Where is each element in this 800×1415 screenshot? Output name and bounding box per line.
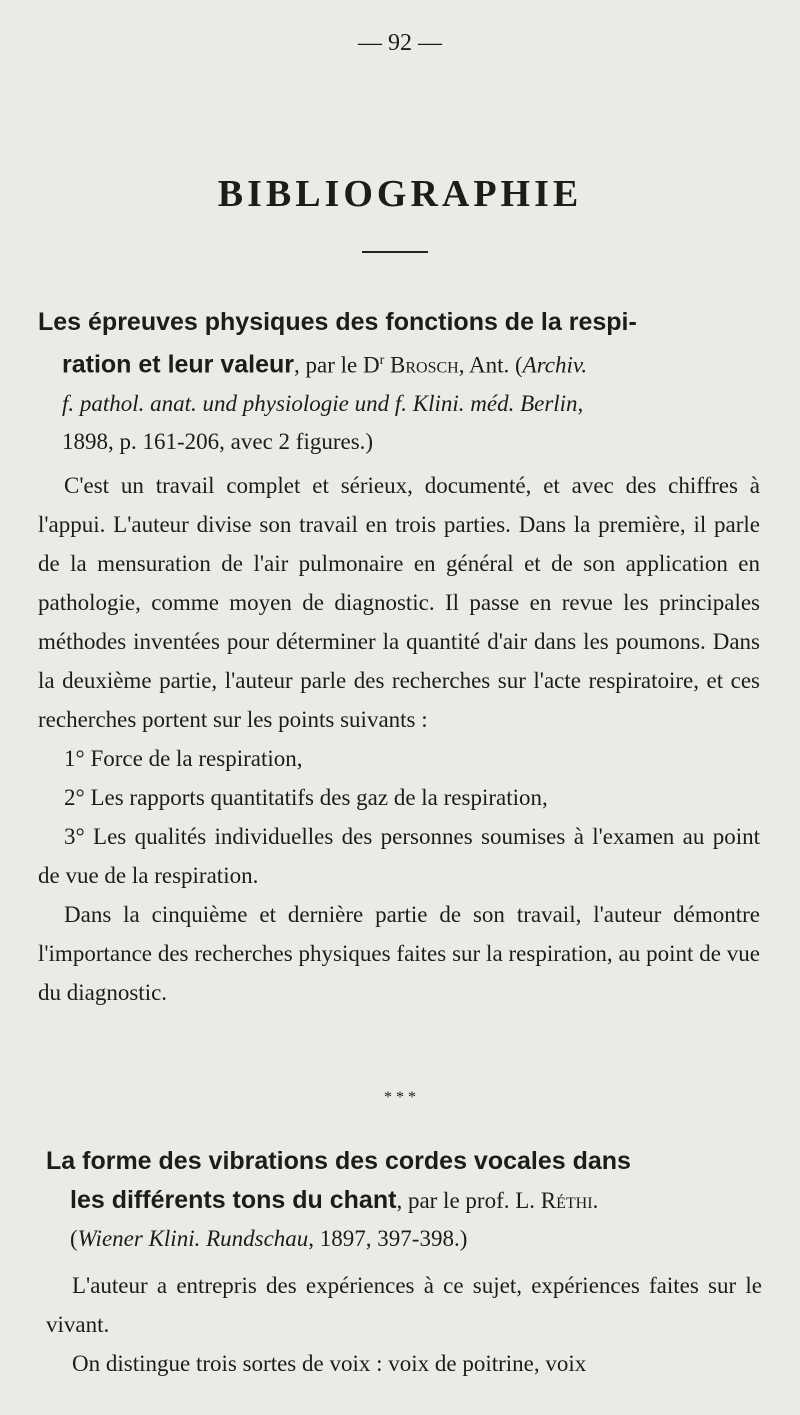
page-number: — 92 — [358,30,442,56]
entry-1-list-item-3: 3° Les qualités individuelles des personnes soumises à l'examen au point de vue de la respiration. [38,824,760,888]
entry-2-title-line-1: La forme des vibrations des cordes vocales dans [46,1147,631,1175]
entry-1-ref-open: ( [514,352,523,378]
entry-2-title [46,1142,772,1258]
entry-1-paragraph-1: C'est un travail complet et sérieux, documenté, et avec des chiffres à l'appui. L'auteur divise son travail en trois parties. Dans la première, il parle de la mensuration de l'air pulmonaire en général et de son application en pathologie, comme moyen de diagnostic. Il passe en revue les principales méthodes inventées pour déterminer la quantité d'air dans les poumons. Dans la deuxième partie, l'auteur parle des recherches sur l'acte respiratoire, et ces recherches portent sur les points suivants : [38,473,760,732]
entry-1-paragraph-2: Dans la cinquième et dernière partie de son travail, l'auteur démontre l'importance des recherches physiques faites sur la respiration, au point de vue du diagnostic. [38,902,760,1005]
entry-2-ref-open: ( [70,1226,78,1251]
entry-2-title-line-2: les différents tons du chant [70,1186,397,1214]
entry-2-ref-journal: Wiener Klini. Rundschau [77,1226,309,1251]
entry-1-list-item-2: 2° Les rapports quantitatifs des gaz de la respiration, [64,785,548,810]
entry-2-paragraph-2: On distingue trois sortes de voix : voix de poitrine, voix [72,1351,587,1376]
entry-1-ref-tail: 1898, p. 161-206, avec 2 figures.) [62,428,374,454]
entry-1-title-line-2: ration et leur valeur [62,350,295,379]
entry-2-author-rest: . [592,1188,599,1213]
section-separator: * * * [384,1089,416,1106]
entry-1-body [38,466,760,1012]
entry-2-paragraph-1: L'auteur a entrepris des expériences à ce sujet, expériences faites sur le vivant. [46,1273,762,1337]
entry-1-byline: , par le D [294,352,380,378]
entry-1-ref-journal-1: Archiv. [522,352,588,378]
entry-2-ref-rest: , 1897, 397-398.) [308,1226,468,1251]
entry-2-author: Réthi [540,1188,593,1213]
entry-1-byline-sup: r [379,353,385,368]
title-rule [362,251,428,253]
entry-1-author-rest: , Ant. [458,352,510,378]
entry-1-title [38,303,764,461]
entry-2-byline: , par le prof. L. [396,1188,536,1213]
entry-1-author: Brosch [390,352,459,378]
section-title: BIBLIOGRAPHIE [217,173,583,215]
entry-1-list-item-1: 1° Force de la respiration, [64,746,303,771]
entry-2-body [46,1266,762,1383]
entry-1-title-line-1: Les épreuves physiques des fonctions de la respi- [38,308,637,336]
entry-1-ref-journal-2: f. pathol. anat. und physiologie und f. Klini. méd. Berlin, [62,390,584,416]
